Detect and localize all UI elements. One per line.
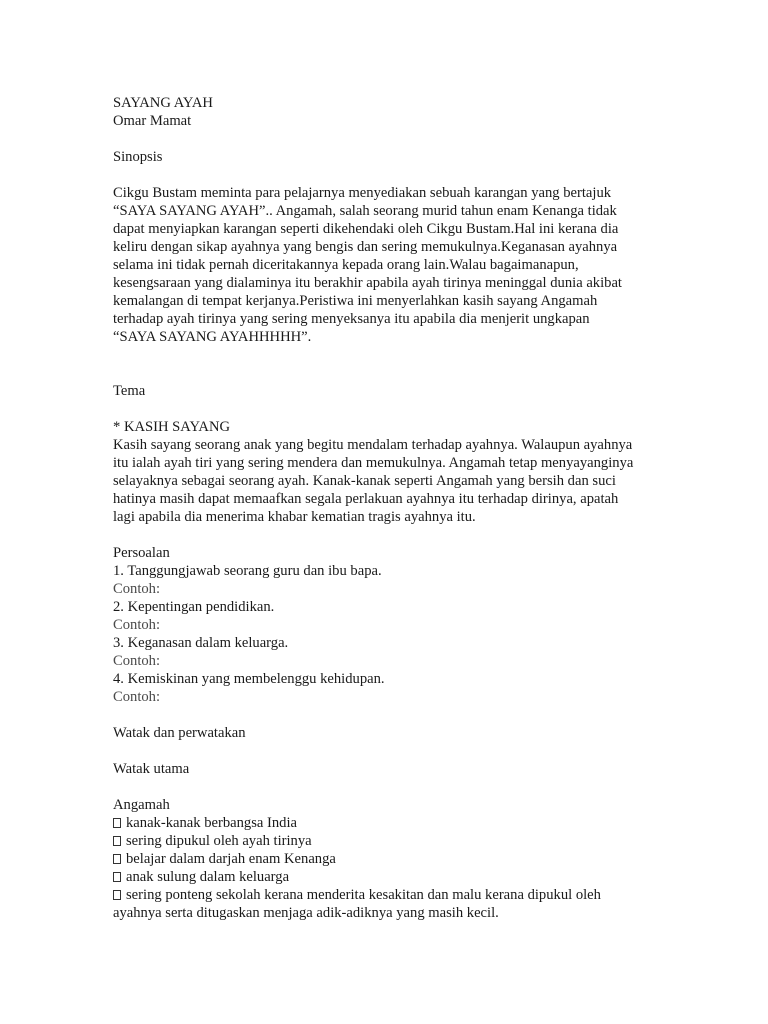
tema-heading: Tema	[113, 383, 146, 399]
persoalan-example: Contoh:	[113, 581, 161, 597]
sinopsis-line: dapat menyiapkan karangan seperti dikehendaki oleh Cikgu Bustam.Hal ini kerana dia	[113, 221, 619, 237]
spacer	[113, 742, 713, 760]
character-name: Angamah	[113, 797, 170, 813]
persoalan-example: Contoh:	[113, 689, 161, 705]
spacer	[113, 166, 713, 184]
spacer	[113, 526, 713, 544]
persoalan-item: 4. Kemiskinan yang membelenggu kehidupan.	[113, 671, 385, 687]
sinopsis-line: keliru dengan sikap ayahnya yang bengis dan sering memukulnya.Keganasan ayahnya	[113, 239, 618, 255]
watak-utama-heading: Watak utama	[113, 761, 190, 777]
trait-item	[113, 886, 713, 904]
trait-continuation: ayahnya serta ditugaskan menjaga adik-adiknya yang masih kecil.	[113, 905, 499, 921]
sinopsis-line: “SAYA SAYANG AYAH”.. Angamah, salah seorang murid tahun enam Kenanga tidak	[113, 203, 617, 219]
trait-item	[113, 832, 713, 850]
trait-item	[113, 868, 713, 886]
checkbox-bullet-icon	[113, 872, 121, 882]
document-page	[113, 94, 713, 922]
tema-line: selayaknya sebagai seorang ayah. Kanak-kanak seperti Angamah yang bersih dan suci	[113, 473, 616, 489]
persoalan-example: Contoh:	[113, 617, 161, 633]
sinopsis-heading: Sinopsis	[113, 149, 163, 165]
sinopsis-line: selama ini tidak pernah diceritakannya kepada orang lain.Walau bagaimanapun,	[113, 257, 579, 273]
trait-item	[113, 814, 713, 832]
author-name: Omar Mamat	[113, 113, 192, 129]
trait-text: anak sulung dalam keluarga	[126, 869, 290, 885]
tema-line: hatinya masih dapat memaafkan segala perlakuan ayahnya itu terhadap dirinya, apatah	[113, 491, 619, 507]
document-title: SAYANG AYAH	[113, 95, 213, 111]
persoalan-item: 3. Keganasan dalam keluarga.	[113, 635, 289, 651]
sinopsis-line: terhadap ayah tirinya yang sering menyeksanya itu apabila dia menjerit ungkapan	[113, 311, 590, 327]
tema-line: lagi apabila dia menerima khabar kematian tragis ayahnya itu.	[113, 509, 476, 525]
trait-list	[113, 814, 713, 922]
persoalan-heading: Persoalan	[113, 545, 170, 561]
trait-item	[113, 850, 713, 868]
spacer	[113, 778, 713, 796]
watak-heading: Watak dan perwatakan	[113, 725, 246, 741]
checkbox-bullet-icon	[113, 854, 121, 864]
spacer	[113, 706, 713, 724]
persoalan-example: Contoh:	[113, 653, 161, 669]
tema-line: Kasih sayang seorang anak yang begitu mendalam terhadap ayahnya. Walaupun ayahnya	[113, 437, 633, 453]
trait-text: sering ponteng sekolah kerana menderita kesakitan dan malu kerana dipukul oleh	[126, 887, 601, 903]
sinopsis-line: “SAYA SAYANG AYAHHHHH”.	[113, 329, 312, 345]
spacer	[113, 130, 713, 148]
persoalan-list	[113, 562, 713, 706]
checkbox-bullet-icon	[113, 818, 121, 828]
sinopsis-line: kesengsaraan yang dialaminya itu berakhir apabila ayah tirinya meninggal dunia akibat	[113, 275, 622, 291]
tema-line: itu ialah ayah tiri yang sering mendera dan memukulnya. Angamah tetap menyayanginya	[113, 455, 634, 471]
sinopsis-line: Cikgu Bustam meminta para pelajarnya menyediakan sebuah karangan yang bertajuk	[113, 185, 612, 201]
persoalan-item: 1. Tanggungjawab seorang guru dan ibu bapa.	[113, 563, 382, 579]
tema-paragraph	[113, 436, 713, 526]
trait-text: belajar dalam darjah enam Kenanga	[126, 851, 336, 867]
trait-text: kanak-kanak berbangsa India	[126, 815, 297, 831]
checkbox-bullet-icon	[113, 836, 121, 846]
trait-text: sering dipukul oleh ayah tirinya	[126, 833, 312, 849]
spacer	[113, 400, 713, 418]
spacer	[113, 346, 713, 382]
tema-subheading: * KASIH SAYANG	[113, 419, 231, 435]
persoalan-item: 2. Kepentingan pendidikan.	[113, 599, 275, 615]
checkbox-bullet-icon	[113, 890, 121, 900]
sinopsis-line: kemalangan di tempat kerjanya.Peristiwa ini menyerlahkan kasih sayang Angamah	[113, 293, 598, 309]
sinopsis-paragraph	[113, 184, 713, 346]
